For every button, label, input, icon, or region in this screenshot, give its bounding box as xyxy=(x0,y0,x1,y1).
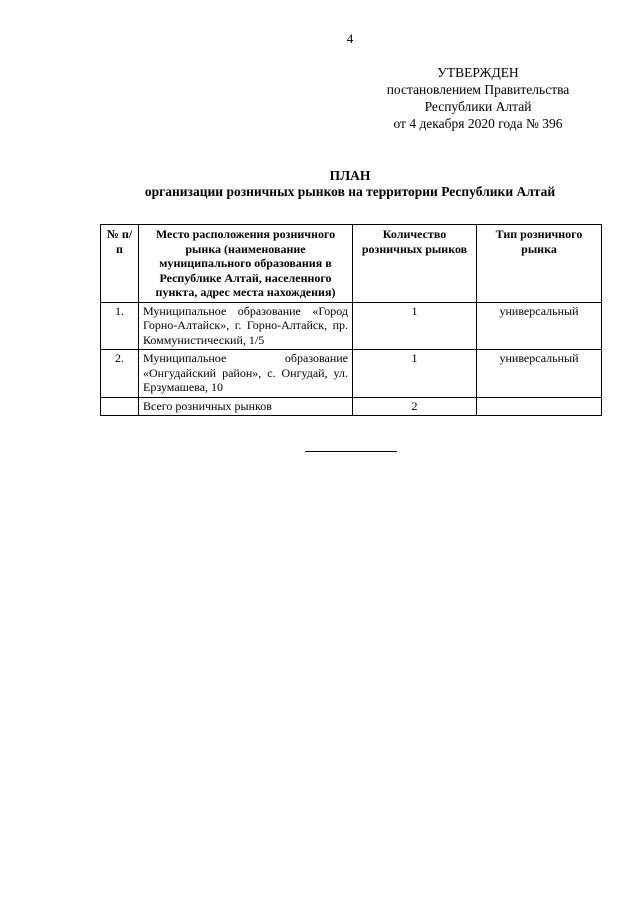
total-label: Всего розничных рынков xyxy=(139,397,353,416)
row-type: универсальный xyxy=(477,350,602,398)
page-number: 4 xyxy=(346,31,354,46)
approval-line-region: Республики Алтай xyxy=(424,99,532,114)
table-total-row xyxy=(101,397,602,416)
row-type: универсальный xyxy=(477,302,602,350)
header-type: Тип розничного рынка xyxy=(477,225,602,303)
header-place: Место расположения розничного рынка (наименование муниципального образования в Республике Алтай, населенного пункта, адрес места нахождения) xyxy=(139,225,353,303)
row-num: 2. xyxy=(101,350,139,398)
table-header-row xyxy=(101,225,602,303)
approval-stamp xyxy=(360,64,596,132)
title-subheading: организации розничных рынков на территории Республики Алтай xyxy=(144,184,556,199)
closing-divider-line xyxy=(305,451,397,452)
header-num: № п/п xyxy=(101,225,139,303)
row-place: Муниципальное образование «Город Горно-Алтайск», г. Горно-Алтайск, пр. Коммунистический, 1/5 xyxy=(139,302,353,350)
row-place: Муниципальное образование «Онгудайский район», с. Онгудай, ул. Ерзумашева, 10 xyxy=(139,350,353,398)
total-count: 2 xyxy=(353,397,477,416)
table-row xyxy=(101,350,602,398)
approval-title: УТВЕРЖДЕН xyxy=(437,65,519,80)
total-num-cell xyxy=(101,397,139,416)
approval-line-resolution: постановлением Правительства xyxy=(386,82,570,97)
row-num: 1. xyxy=(101,302,139,350)
markets-table xyxy=(100,224,602,416)
header-count: Количество розничных рынков xyxy=(353,225,477,303)
approval-line-date: от 4 декабря 2020 года № 396 xyxy=(393,116,563,131)
document-title xyxy=(0,168,640,200)
table-row xyxy=(101,302,602,350)
total-type-cell xyxy=(477,397,602,416)
row-count: 1 xyxy=(353,302,477,350)
row-count: 1 xyxy=(353,350,477,398)
title-heading: ПЛАН xyxy=(329,168,371,183)
